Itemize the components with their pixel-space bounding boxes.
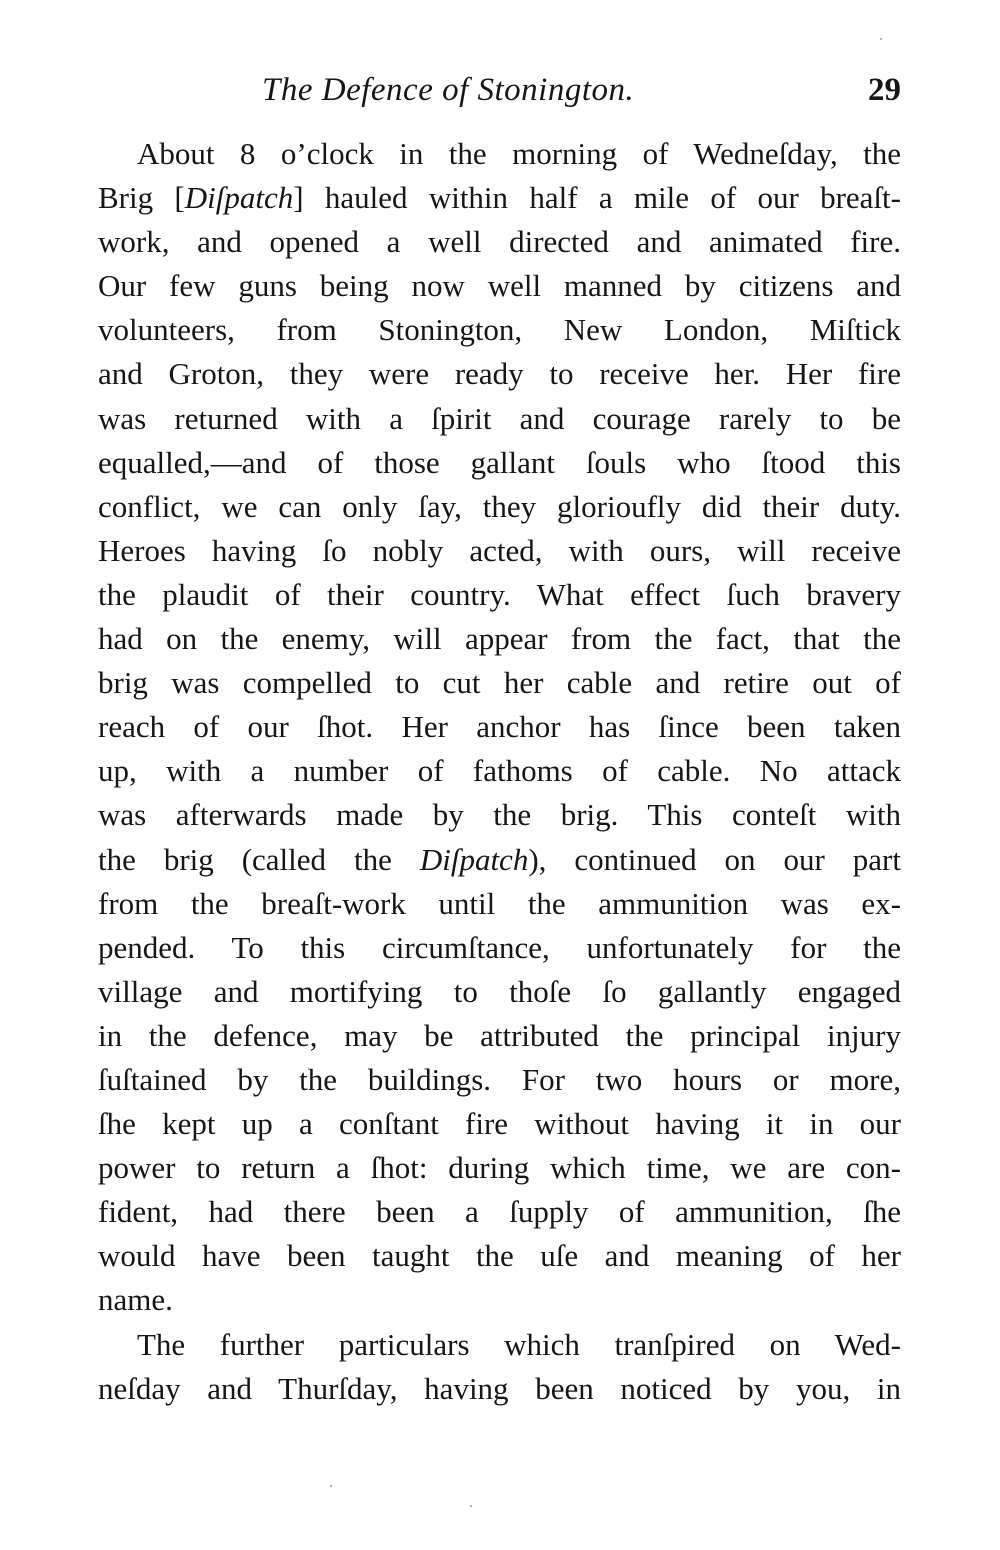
text-segment: pended. To this circumſtance, unfortunately for the xyxy=(98,929,901,965)
text-segment: would have been taught the uſe and meaning of her xyxy=(98,1238,901,1274)
text-line xyxy=(98,1146,901,1190)
italic-text: Diſpatch xyxy=(184,180,294,216)
text-line xyxy=(98,749,901,793)
text-segment: fident, had there been a ſupply of ammunition, ſhe xyxy=(98,1194,901,1230)
text-line xyxy=(98,176,901,220)
text-segment: up, with a number of fathoms of cable. No attack xyxy=(98,753,901,789)
text-line xyxy=(98,926,901,970)
text-line xyxy=(98,617,901,661)
text-line xyxy=(98,1323,901,1367)
text-segment: was returned with a ſpirit and courage rarely to be xyxy=(98,400,901,436)
text-segment: village and mortifying to thoſe ſo gallantly engaged xyxy=(98,973,901,1009)
text-line xyxy=(98,1234,901,1278)
body-text xyxy=(98,132,901,1411)
text-line xyxy=(98,529,901,573)
text-segment: conflict, we can only ſay, they glorioufly did their duty. xyxy=(98,488,901,524)
text-line xyxy=(98,308,901,352)
running-title: The Defence of Stonington. xyxy=(262,72,635,108)
text-segment: reach of our ſhot. Her anchor has ſince been taken xyxy=(98,709,901,745)
text-segment: in the defence, may be attributed the principal injury xyxy=(98,1017,901,1053)
text-line xyxy=(98,1278,901,1322)
italic-text: Diſpatch xyxy=(419,841,529,877)
text-line xyxy=(98,485,901,529)
text-line xyxy=(98,1058,901,1102)
text-line xyxy=(98,352,901,396)
text-segment: Our few guns being now well manned by citizens and xyxy=(98,268,901,304)
text-line xyxy=(98,705,901,749)
text-line xyxy=(98,882,901,926)
text-segment: the plaudit of their country. What effect ſuch bravery xyxy=(98,576,901,612)
text-line xyxy=(98,397,901,441)
text-segment: power to return a ſhot: during which time, we are con- xyxy=(98,1150,901,1186)
running-header xyxy=(0,50,1000,108)
text-segment: had on the enemy, will appear from the fact, that the xyxy=(98,621,901,657)
paper-speck xyxy=(880,38,882,40)
text-segment: and Groton, they were ready to receive her. Her fire xyxy=(98,356,901,392)
text-segment: work, and opened a well directed and animated fire. xyxy=(98,224,901,260)
text-segment: from the breaſt-work until the ammunition was ex- xyxy=(98,885,901,921)
text-segment: Brig [ xyxy=(98,180,185,216)
page-number: 29 xyxy=(868,72,901,108)
text-segment: was afterwards made by the brig. This conteſt with xyxy=(98,797,901,833)
text-segment: name. xyxy=(98,1282,173,1318)
text-segment: ), continued on our part xyxy=(528,841,901,877)
text-line xyxy=(98,970,901,1014)
text-segment: volunteers, from Stonington, New London, Miſtick xyxy=(98,312,901,348)
text-line xyxy=(98,1102,901,1146)
text-line xyxy=(98,441,901,485)
text-line xyxy=(98,1014,901,1058)
text-segment: brig was compelled to cut her cable and retire out of xyxy=(98,665,901,701)
text-segment: ] hauled within half a mile of our breaſt- xyxy=(293,180,901,216)
text-segment: ſuſtained by the buildings. For two hours or more, xyxy=(98,1061,901,1097)
paper-speck xyxy=(470,1505,472,1507)
text-segment: equalled,—and of those gallant ſouls who ſtood this xyxy=(98,444,901,480)
text-segment: About 8 o’clock in the morning of Wedneſday, the xyxy=(137,136,901,171)
text-segment: ſhe kept up a conſtant fire without having it in our xyxy=(98,1106,901,1142)
text-line xyxy=(98,132,901,176)
text-line xyxy=(98,838,901,882)
paper-speck xyxy=(330,1485,332,1487)
text-line xyxy=(98,1367,901,1411)
text-line xyxy=(98,573,901,617)
text-segment: The further particulars which tranſpired on Wed- xyxy=(137,1326,901,1362)
text-line xyxy=(98,220,901,264)
text-line xyxy=(98,1190,901,1234)
text-segment: Heroes having ſo nobly acted, with ours, will receive xyxy=(98,532,901,568)
text-segment: neſday and Thurſday, having been noticed by you, in xyxy=(98,1370,901,1406)
text-line xyxy=(98,793,901,837)
text-segment: the brig (called the xyxy=(98,841,420,877)
text-line xyxy=(98,661,901,705)
text-line xyxy=(98,264,901,308)
